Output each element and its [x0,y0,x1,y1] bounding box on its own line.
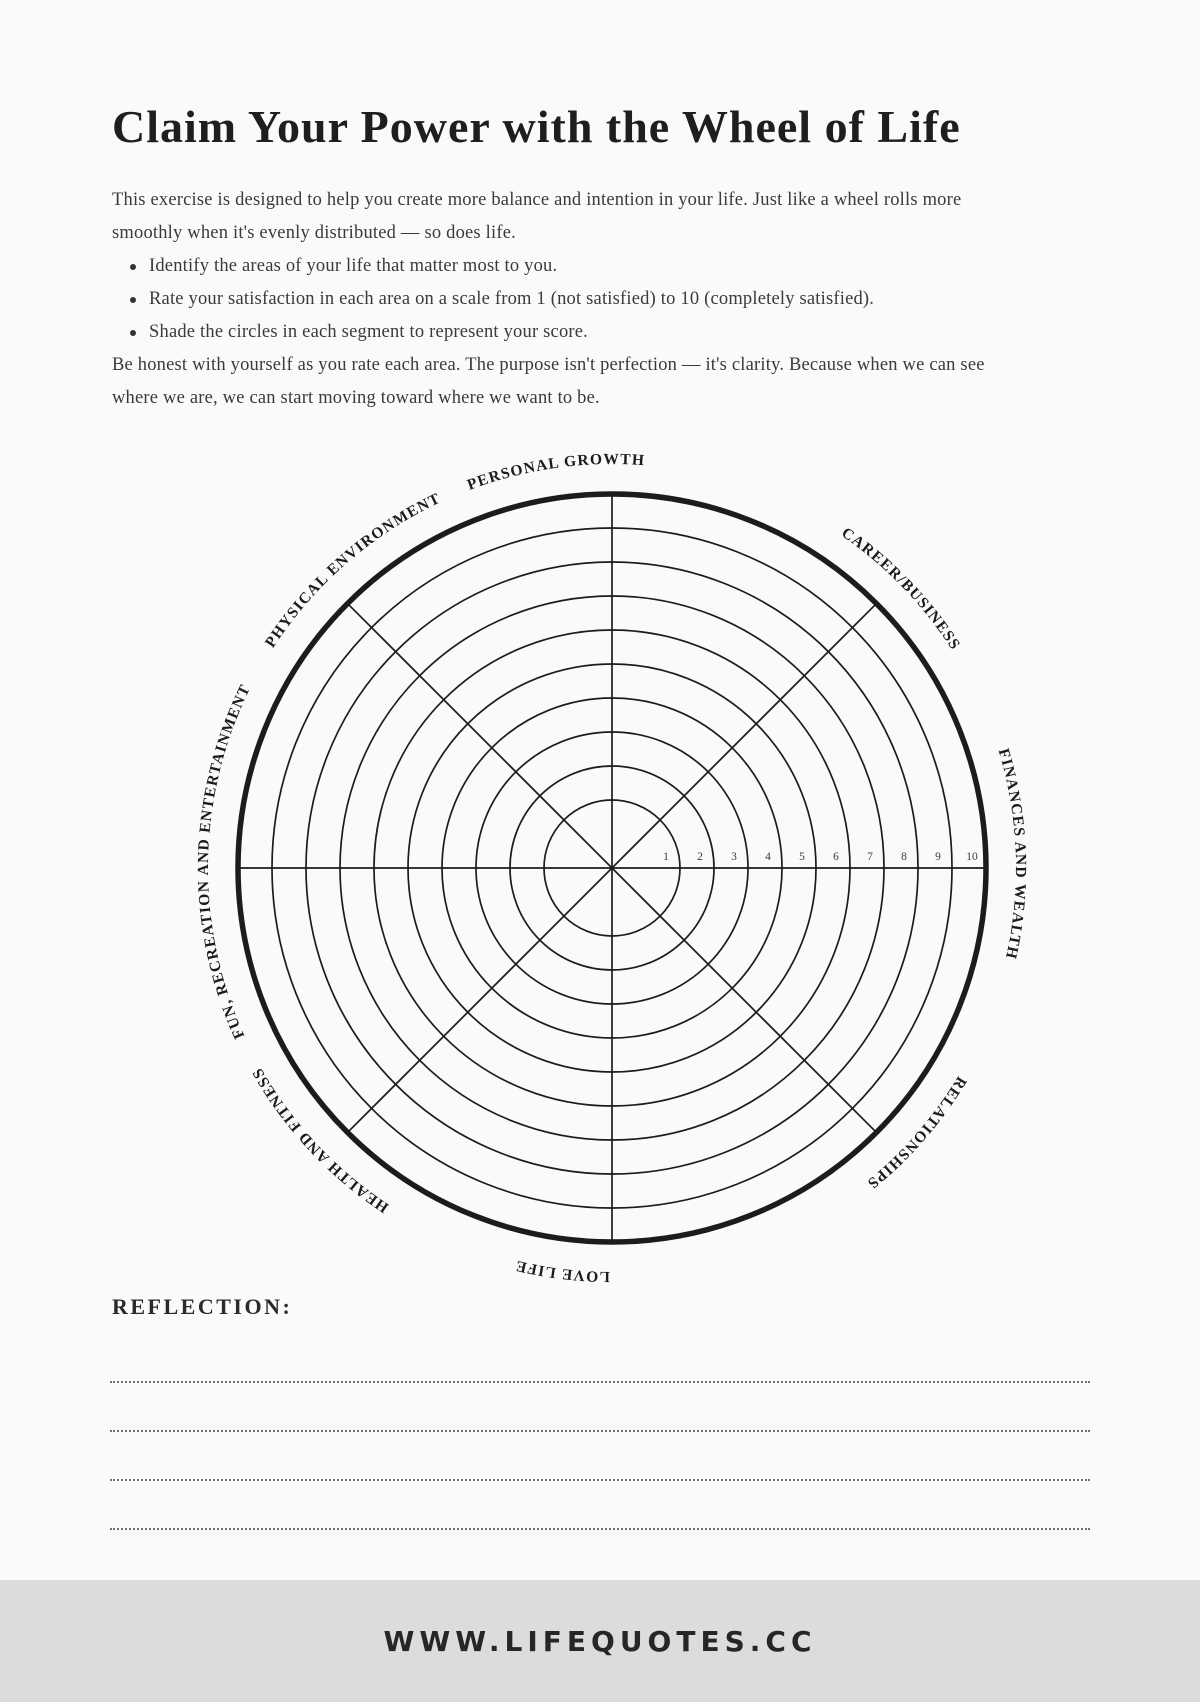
intro-text: This exercise is designed to help you create more balance and intention in your life. Just like a wheel rolls more smoothly when it's evenly distributed — so does life. [112,190,962,243]
wheel-label-health-and-fitness [249,1064,392,1216]
bullet-icon [130,297,136,303]
wheel-label-text: FUN, RECREATION AND ENTERTAINMENT [194,681,255,1042]
wheel-label-text: LOVE LIFE [513,1256,611,1286]
list-item-text: Rate your satisfaction in each area on a scale from 1 (not satisfied) to 10 (completely satisfied). [149,289,875,309]
wheel-scale-number: 9 [935,851,941,863]
wheel-spoke [348,868,612,1132]
wheel-label-arc [209,889,999,1272]
outro-text: Be honest with yourself as you rate each area. The purpose isn't perfection — it's clarity. Because when we can see where we are, we can start moving toward where we want to be. [112,355,985,408]
wheel-spoke [348,604,612,868]
wheel-label-text: HEALTH AND FITNESS [248,1064,392,1217]
page-title: Claim Your Power with the Wheel of Life [112,101,961,152]
wheel-label-love-life [513,1257,610,1285]
reflection-heading: REFLECTION: [112,1294,293,1319]
wheel-label-personal-growth [465,451,646,494]
instruction-list [112,250,1022,349]
wheel-label-arc [208,625,832,1272]
wheel-scale-number: 5 [799,851,805,863]
wheel-scale-number: 8 [901,851,907,863]
wheel-label-arc [668,468,1016,1263]
instructions-block [112,184,1022,415]
reflection-line [110,1528,1090,1530]
footer-bar [0,1580,1200,1702]
bullet-icon [130,330,136,336]
wheel-label-arc [404,614,1016,1272]
wheel-label-text: CAREER/BUSINESS [838,524,964,654]
wheel-label-finances-and-wealth [995,747,1029,962]
wheel-scale-number: 10 [966,851,978,863]
bullet-icon [130,264,136,270]
reflection-line [110,1479,1090,1481]
wheel-scale-number: 1 [663,851,669,863]
wheel-scale-number: 6 [833,851,839,863]
wheel-label-fun-recreation-and-entertainment [195,681,254,1041]
wheel-label-text: PHYSICAL ENVIRONMENT [261,489,444,651]
reflection-line [110,1430,1090,1432]
wheel-label-arc [208,464,996,854]
list-item [112,250,1022,283]
list-item [112,283,1022,316]
wheel-label-arc [208,464,866,1076]
footer-url: WWW.LIFEQUOTES.CC [383,1624,817,1658]
wheel-spoke [612,868,876,1132]
wheel-label-text: FINANCES AND WEALTH [994,746,1030,962]
wheel-spoke [612,604,876,868]
wheel-scale-number: 4 [765,851,771,863]
wheel-label-text: RELATIONSHIPS [863,1073,970,1193]
wheel-scale-number: 3 [731,851,737,863]
list-item-text: Identify the areas of your life that matter most to you. [149,256,558,276]
list-item [112,316,1022,349]
wheel-of-life-diagram [172,428,1052,1308]
wheel-scale-number: 7 [867,851,873,863]
list-item-text: Shade the circles in each segment to represent your score. [149,322,588,342]
wheel-label-arc [208,469,549,1265]
wheel-scale-number: 2 [697,851,703,863]
wheel-label-text: PERSONAL GROWTH [464,450,646,494]
reflection-line [110,1381,1090,1383]
wheel-label-physical-environment [262,490,444,651]
